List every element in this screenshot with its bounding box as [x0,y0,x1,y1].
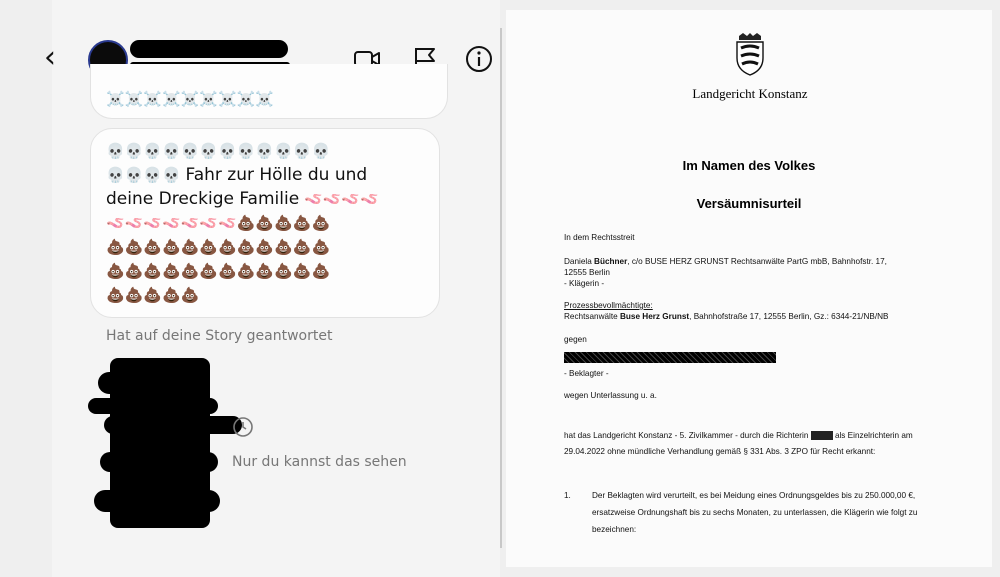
emoji-group: 🪱🪱🪱🪱 [303,190,379,208]
emoji-group: 💀💀💀💀 [106,166,181,184]
plaintiff-line [564,256,887,267]
case-intro: In dem Rechtsstreit [564,233,635,242]
plaintiff-address: , c/o BUSE HERZ GRUNST Rechtsanwälte PartG mbB, Bahnhofstr. 17, [627,257,887,266]
plaintiff-last-name: Büchner [594,257,628,266]
redaction-scribble [100,452,218,472]
redacted-judge [811,431,833,440]
redacted-defendant [564,352,776,363]
ruling-text: als Einzelrichterin am [834,431,913,440]
defendant-role: - Beklagter - [564,369,609,378]
redacted-username [130,40,288,58]
visibility-note: Nur du kannst das sehen [232,454,407,470]
counsel-firm: Buse Herz Grunst [619,312,690,321]
info-icon[interactable] [464,44,494,74]
coat-of-arms-icon [733,32,767,76]
emoji-row: 💀💀💀💀💀💀💀💀💀💀💀💀 [106,142,331,160]
item-text: Der Beklagten wird verurteilt, es bei Meidung eines Ordnungsgeldes bis zu 250.000,00 €, [592,491,916,500]
emoji-row: 💩💩💩💩💩💩💩💩💩💩💩💩 [106,238,331,256]
ruling-line [564,430,913,441]
emoji-row: ☠️☠️☠️☠️☠️☠️☠️☠️☠️ [106,90,275,108]
counsel-address: , Bahnhofstraße 17, 12555 Berlin, Gz.: 6344-21/NB/NB [689,312,889,321]
ruling-text: hat das Landgericht Konstanz - 5. Zivilkammer - durch die Richterin [564,431,809,440]
message-text: deine Dreckige Familie [106,189,300,209]
heading-judgment-type: Versäumnisurteil [696,196,802,211]
counsel-heading: Prozessbevollmächtigte: [564,301,653,310]
counsel-prefix: Rechtsanwälte [564,312,620,321]
redaction-scribble [104,416,242,434]
message-text: Fahr zur Hölle du und [185,165,368,185]
message-line [106,186,379,212]
redaction-scribble [88,398,218,414]
court-name: Landgericht Konstanz [692,86,808,101]
item-text: ersatzweise Ordnungshaft bis zu sechs Monaten, zu unterlassen, die Klägerin wie folgt zu [592,508,918,517]
item-number: 1. [564,491,571,500]
subject-matter: wegen Unterlassung u. a. [564,391,657,400]
gegen-label: gegen [564,335,587,344]
counsel-line [564,311,888,322]
ruling-line: 29.04.2022 ohne mündliche Verhandlung gemäß § 331 Abs. 3 ZPO für Recht erkannt: [564,447,876,456]
panel-divider [500,28,502,548]
plaintiff-role: - Klägerin - [564,279,605,288]
emoji-row: 💩💩💩💩💩💩💩💩💩💩💩💩 [106,262,331,280]
plaintiff-city: 12555 Berlin [564,268,610,277]
back-icon[interactable]: ‹ [44,40,56,75]
message-line [106,162,367,188]
emoji-row: 💩💩💩💩💩 [106,286,200,304]
plaintiff-first-name: Daniela [564,257,595,266]
heading-volk: Im Namen des Volkes [682,158,816,173]
emoji-row: 🪱🪱🪱🪱🪱🪱🪱💩💩💩💩💩 [106,214,331,232]
redaction-scribble [98,372,208,394]
redaction-scribble [94,490,220,512]
item-text: bezeichnen: [592,525,637,534]
clock-icon [232,416,254,438]
story-reply-label: Hat auf deine Story geantwortet [106,328,333,344]
